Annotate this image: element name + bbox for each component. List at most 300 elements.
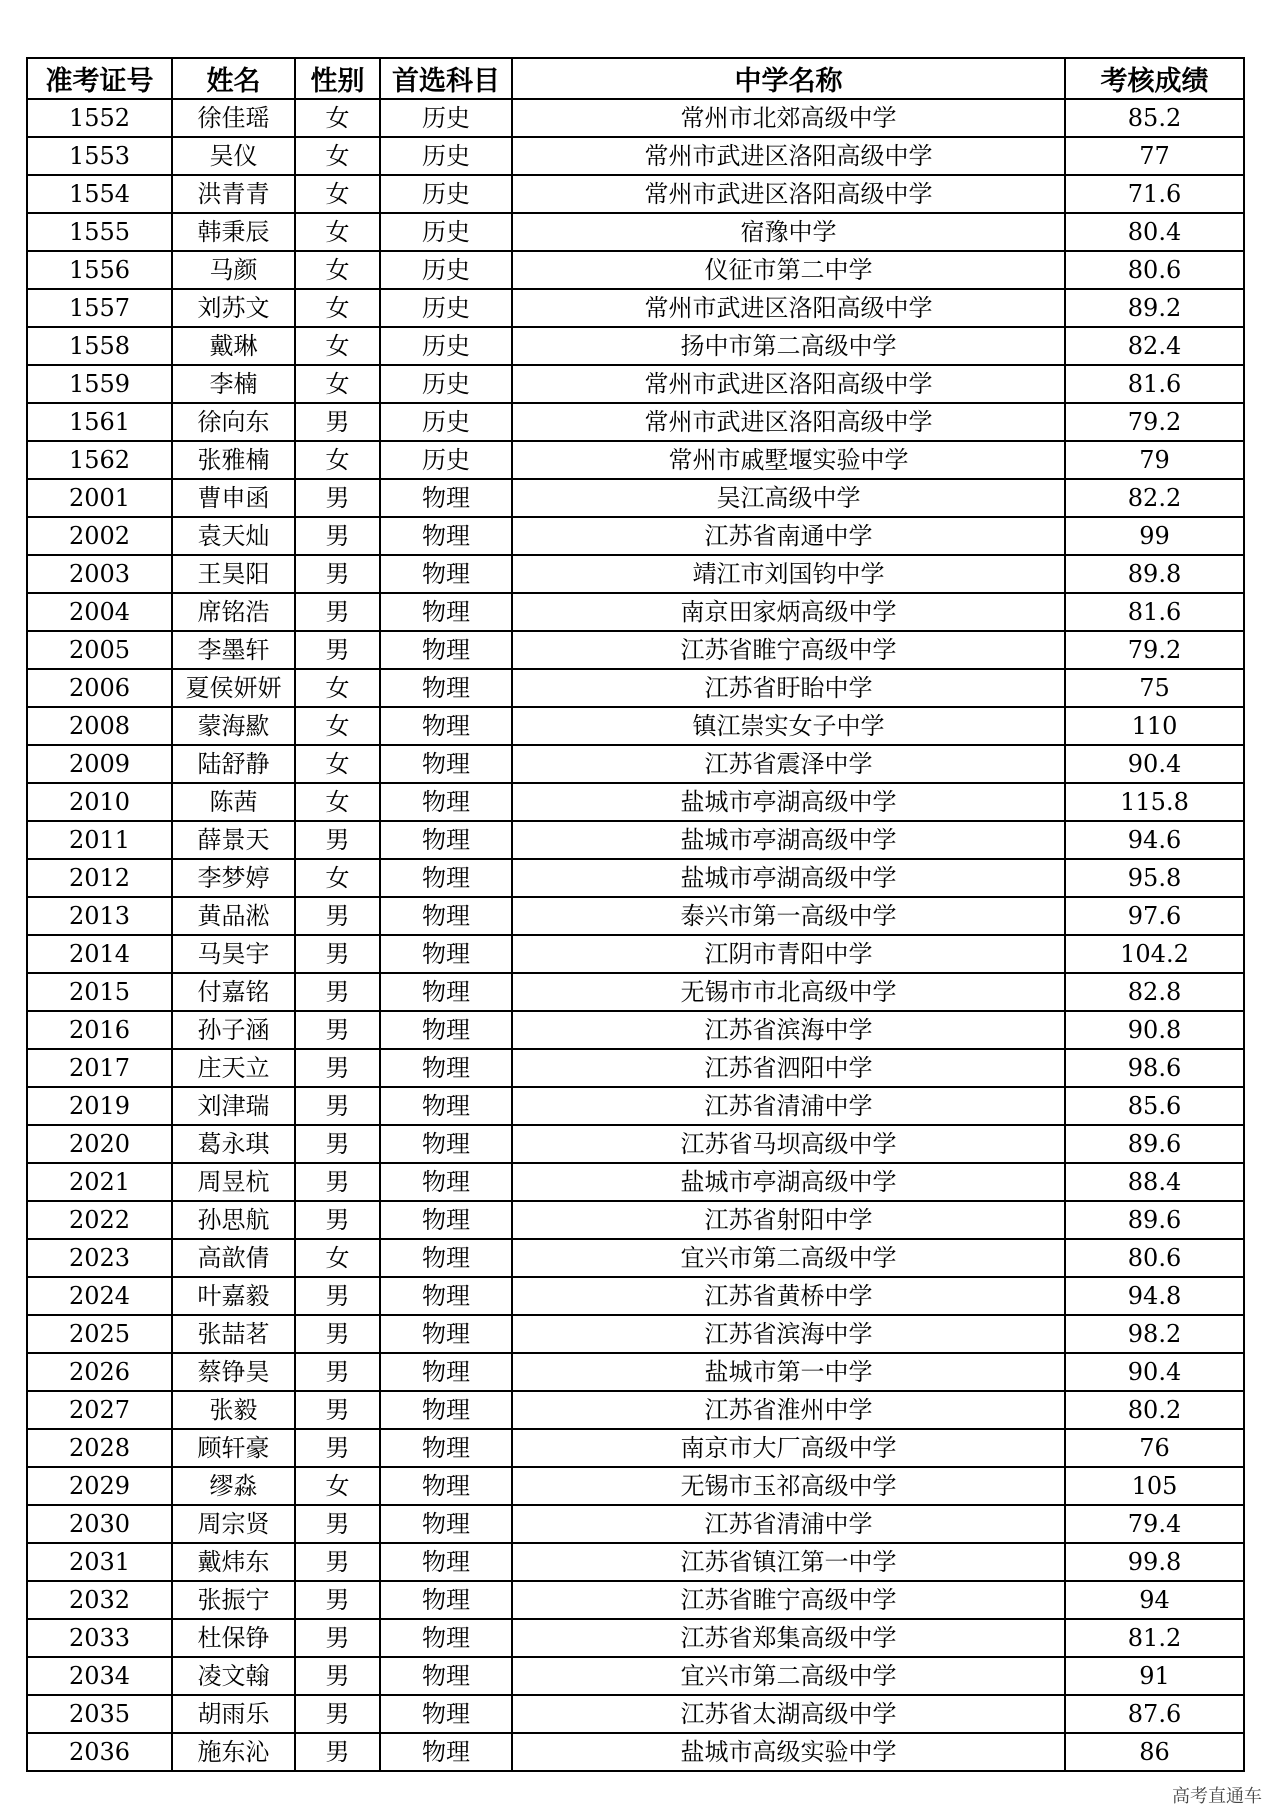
header-subject: 首选科目 (380, 58, 512, 99)
subject-cell: 物理 (380, 1581, 512, 1619)
name-cell: 袁天灿 (172, 517, 295, 555)
exam-id-cell: 2005 (27, 631, 172, 669)
school-cell: 南京田家炳高级中学 (512, 593, 1065, 631)
table-row (27, 821, 1244, 859)
table-row (27, 973, 1244, 1011)
exam-id-cell: 2027 (27, 1391, 172, 1429)
school-cell: 常州市武进区洛阳高级中学 (512, 175, 1065, 213)
name-cell: 张喆茗 (172, 1315, 295, 1353)
score-cell: 88.4 (1065, 1163, 1244, 1201)
school-cell: 江苏省射阳中学 (512, 1201, 1065, 1239)
gender-cell: 男 (295, 631, 380, 669)
score-cell: 94 (1065, 1581, 1244, 1619)
school-cell: 江苏省睢宁高级中学 (512, 1581, 1065, 1619)
score-cell: 77 (1065, 137, 1244, 175)
table-row (27, 1277, 1244, 1315)
gender-cell: 女 (295, 137, 380, 175)
exam-id-cell: 1552 (27, 99, 172, 137)
table-row (27, 1657, 1244, 1695)
gender-cell: 女 (295, 327, 380, 365)
exam-id-cell: 2021 (27, 1163, 172, 1201)
table-row (27, 669, 1244, 707)
table-row (27, 213, 1244, 251)
school-cell: 江苏省太湖高级中学 (512, 1695, 1065, 1733)
gender-cell: 男 (295, 1087, 380, 1125)
gender-cell: 男 (295, 1543, 380, 1581)
subject-cell: 物理 (380, 1733, 512, 1771)
school-cell: 盐城市亭湖高级中学 (512, 783, 1065, 821)
header-school: 中学名称 (512, 58, 1065, 99)
table-row (27, 1733, 1244, 1771)
school-cell: 泰兴市第一高级中学 (512, 897, 1065, 935)
exam-id-cell: 2017 (27, 1049, 172, 1087)
name-cell: 杜保铮 (172, 1619, 295, 1657)
school-cell: 江苏省盱眙中学 (512, 669, 1065, 707)
table-row (27, 1315, 1244, 1353)
score-cell: 90.4 (1065, 745, 1244, 783)
table-row (27, 403, 1244, 441)
exam-id-cell: 1558 (27, 327, 172, 365)
school-cell: 镇江崇实女子中学 (512, 707, 1065, 745)
gender-cell: 女 (295, 745, 380, 783)
gender-cell: 男 (295, 1505, 380, 1543)
table-row (27, 327, 1244, 365)
subject-cell: 物理 (380, 1657, 512, 1695)
gender-cell: 男 (295, 479, 380, 517)
gender-cell: 男 (295, 1581, 380, 1619)
school-cell: 常州市武进区洛阳高级中学 (512, 137, 1065, 175)
table-row (27, 1543, 1244, 1581)
table-row (27, 1163, 1244, 1201)
table-row (27, 631, 1244, 669)
subject-cell: 历史 (380, 403, 512, 441)
score-table (26, 57, 1245, 1772)
name-cell: 顾轩豪 (172, 1429, 295, 1467)
school-cell: 常州市武进区洛阳高级中学 (512, 289, 1065, 327)
school-cell: 常州市北郊高级中学 (512, 99, 1065, 137)
table-row (27, 1125, 1244, 1163)
subject-cell: 物理 (380, 1201, 512, 1239)
exam-id-cell: 2025 (27, 1315, 172, 1353)
name-cell: 席铭浩 (172, 593, 295, 631)
name-cell: 陈茜 (172, 783, 295, 821)
exam-id-cell: 2015 (27, 973, 172, 1011)
subject-cell: 物理 (380, 555, 512, 593)
subject-cell: 物理 (380, 1695, 512, 1733)
school-cell: 南京市大厂高级中学 (512, 1429, 1065, 1467)
table-row (27, 1049, 1244, 1087)
subject-cell: 物理 (380, 1619, 512, 1657)
exam-id-cell: 2033 (27, 1619, 172, 1657)
subject-cell: 物理 (380, 1391, 512, 1429)
exam-id-cell: 2004 (27, 593, 172, 631)
gender-cell: 男 (295, 1163, 380, 1201)
gender-cell: 女 (295, 251, 380, 289)
exam-id-cell: 2032 (27, 1581, 172, 1619)
subject-cell: 物理 (380, 1353, 512, 1391)
name-cell: 薛景天 (172, 821, 295, 859)
score-cell: 85.6 (1065, 1087, 1244, 1125)
table-row (27, 1467, 1244, 1505)
score-cell: 95.8 (1065, 859, 1244, 897)
subject-cell: 物理 (380, 745, 512, 783)
gender-cell: 男 (295, 973, 380, 1011)
name-cell: 周宗贤 (172, 1505, 295, 1543)
table-row (27, 99, 1244, 137)
gender-cell: 男 (295, 1125, 380, 1163)
name-cell: 徐佳瑶 (172, 99, 295, 137)
score-cell: 82.2 (1065, 479, 1244, 517)
name-cell: 周昱杭 (172, 1163, 295, 1201)
score-cell: 104.2 (1065, 935, 1244, 973)
subject-cell: 物理 (380, 1315, 512, 1353)
subject-cell: 物理 (380, 669, 512, 707)
table-row (27, 441, 1244, 479)
name-cell: 凌文翰 (172, 1657, 295, 1695)
table-row (27, 935, 1244, 973)
school-cell: 盐城市亭湖高级中学 (512, 821, 1065, 859)
gender-cell: 男 (295, 821, 380, 859)
name-cell: 吴仪 (172, 137, 295, 175)
name-cell: 韩秉辰 (172, 213, 295, 251)
gender-cell: 男 (295, 1315, 380, 1353)
score-cell: 90.4 (1065, 1353, 1244, 1391)
gender-cell: 男 (295, 593, 380, 631)
table-row (27, 1391, 1244, 1429)
name-cell: 蒙海歞 (172, 707, 295, 745)
table-row (27, 783, 1244, 821)
score-cell: 81.6 (1065, 365, 1244, 403)
name-cell: 蔡铮昊 (172, 1353, 295, 1391)
name-cell: 王昊阳 (172, 555, 295, 593)
exam-id-cell: 2011 (27, 821, 172, 859)
score-cell: 110 (1065, 707, 1244, 745)
gender-cell: 女 (295, 441, 380, 479)
name-cell: 葛永琪 (172, 1125, 295, 1163)
school-cell: 仪征市第二中学 (512, 251, 1065, 289)
subject-cell: 历史 (380, 365, 512, 403)
score-cell: 89.8 (1065, 555, 1244, 593)
table-row (27, 1087, 1244, 1125)
score-cell: 89.6 (1065, 1201, 1244, 1239)
subject-cell: 历史 (380, 441, 512, 479)
name-cell: 曹申函 (172, 479, 295, 517)
school-cell: 靖江市刘国钧中学 (512, 555, 1065, 593)
subject-cell: 物理 (380, 1467, 512, 1505)
gender-cell: 女 (295, 1239, 380, 1277)
subject-cell: 物理 (380, 859, 512, 897)
exam-id-cell: 2006 (27, 669, 172, 707)
name-cell: 洪青青 (172, 175, 295, 213)
school-cell: 江苏省震泽中学 (512, 745, 1065, 783)
subject-cell: 历史 (380, 327, 512, 365)
exam-id-cell: 2001 (27, 479, 172, 517)
header-score: 考核成绩 (1065, 58, 1244, 99)
school-cell: 江苏省南通中学 (512, 517, 1065, 555)
subject-cell: 历史 (380, 137, 512, 175)
gender-cell: 女 (295, 669, 380, 707)
table-row (27, 1505, 1244, 1543)
score-cell: 79.4 (1065, 1505, 1244, 1543)
gender-cell: 女 (295, 783, 380, 821)
name-cell: 孙思航 (172, 1201, 295, 1239)
gender-cell: 女 (295, 1467, 380, 1505)
exam-id-cell: 2009 (27, 745, 172, 783)
exam-id-cell: 1561 (27, 403, 172, 441)
subject-cell: 物理 (380, 973, 512, 1011)
school-cell: 江苏省清浦中学 (512, 1087, 1065, 1125)
score-cell: 94.8 (1065, 1277, 1244, 1315)
exam-id-cell: 1555 (27, 213, 172, 251)
table-row (27, 365, 1244, 403)
table-row (27, 517, 1244, 555)
score-cell: 89.2 (1065, 289, 1244, 327)
school-cell: 江苏省清浦中学 (512, 1505, 1065, 1543)
name-cell: 叶嘉毅 (172, 1277, 295, 1315)
gender-cell: 男 (295, 1391, 380, 1429)
gender-cell: 女 (295, 707, 380, 745)
subject-cell: 物理 (380, 1163, 512, 1201)
name-cell: 孙子涵 (172, 1011, 295, 1049)
subject-cell: 物理 (380, 1011, 512, 1049)
score-cell: 97.6 (1065, 897, 1244, 935)
school-cell: 江苏省泗阳中学 (512, 1049, 1065, 1087)
school-cell: 盐城市亭湖高级中学 (512, 1163, 1065, 1201)
gender-cell: 男 (295, 1429, 380, 1467)
subject-cell: 物理 (380, 1429, 512, 1467)
gender-cell: 男 (295, 897, 380, 935)
name-cell: 李楠 (172, 365, 295, 403)
table-row (27, 593, 1244, 631)
name-cell: 李梦婷 (172, 859, 295, 897)
table-row (27, 251, 1244, 289)
name-cell: 黄品淞 (172, 897, 295, 935)
name-cell: 马昊宇 (172, 935, 295, 973)
exam-id-cell: 2010 (27, 783, 172, 821)
score-cell: 80.6 (1065, 251, 1244, 289)
table-row (27, 1201, 1244, 1239)
gender-cell: 女 (295, 859, 380, 897)
exam-id-cell: 1562 (27, 441, 172, 479)
watermark: 高考直通车 (1172, 1786, 1262, 1807)
exam-id-cell: 2023 (27, 1239, 172, 1277)
score-cell: 76 (1065, 1429, 1244, 1467)
name-cell: 付嘉铭 (172, 973, 295, 1011)
subject-cell: 物理 (380, 631, 512, 669)
gender-cell: 男 (295, 1695, 380, 1733)
school-cell: 无锡市市北高级中学 (512, 973, 1065, 1011)
school-cell: 江苏省郑集高级中学 (512, 1619, 1065, 1657)
school-cell: 江阴市青阳中学 (512, 935, 1065, 973)
score-cell: 75 (1065, 669, 1244, 707)
name-cell: 高歆倩 (172, 1239, 295, 1277)
school-cell: 江苏省淮州中学 (512, 1391, 1065, 1429)
name-cell: 李墨轩 (172, 631, 295, 669)
subject-cell: 物理 (380, 935, 512, 973)
table-row (27, 859, 1244, 897)
table-row (27, 555, 1244, 593)
school-cell: 江苏省睢宁高级中学 (512, 631, 1065, 669)
gender-cell: 男 (295, 555, 380, 593)
subject-cell: 物理 (380, 783, 512, 821)
exam-id-cell: 2019 (27, 1087, 172, 1125)
school-cell: 江苏省滨海中学 (512, 1011, 1065, 1049)
gender-cell: 男 (295, 1201, 380, 1239)
gender-cell: 男 (295, 1277, 380, 1315)
gender-cell: 男 (295, 1049, 380, 1087)
table-row (27, 479, 1244, 517)
gender-cell: 男 (295, 1733, 380, 1771)
subject-cell: 物理 (380, 1543, 512, 1581)
score-cell: 85.2 (1065, 99, 1244, 137)
score-cell: 80.6 (1065, 1239, 1244, 1277)
score-cell: 86 (1065, 1733, 1244, 1771)
subject-cell: 物理 (380, 1049, 512, 1087)
score-cell: 82.8 (1065, 973, 1244, 1011)
school-cell: 江苏省马坝高级中学 (512, 1125, 1065, 1163)
table-row (27, 1429, 1244, 1467)
school-cell: 扬中市第二高级中学 (512, 327, 1065, 365)
school-cell: 江苏省镇江第一中学 (512, 1543, 1065, 1581)
table-row (27, 1619, 1244, 1657)
exam-id-cell: 2022 (27, 1201, 172, 1239)
table-row (27, 707, 1244, 745)
score-cell: 115.8 (1065, 783, 1244, 821)
exam-id-cell: 2036 (27, 1733, 172, 1771)
name-cell: 张雅楠 (172, 441, 295, 479)
gender-cell: 男 (295, 935, 380, 973)
gender-cell: 女 (295, 99, 380, 137)
exam-id-cell: 2034 (27, 1657, 172, 1695)
gender-cell: 女 (295, 175, 380, 213)
table-row (27, 175, 1244, 213)
table-row (27, 1695, 1244, 1733)
name-cell: 徐向东 (172, 403, 295, 441)
name-cell: 夏侯妍妍 (172, 669, 295, 707)
exam-id-cell: 2030 (27, 1505, 172, 1543)
name-cell: 刘苏文 (172, 289, 295, 327)
name-cell: 陆舒静 (172, 745, 295, 783)
table-row (27, 745, 1244, 783)
school-cell: 江苏省滨海中学 (512, 1315, 1065, 1353)
name-cell: 刘津瑞 (172, 1087, 295, 1125)
exam-id-cell: 2012 (27, 859, 172, 897)
gender-cell: 男 (295, 517, 380, 555)
exam-id-cell: 2031 (27, 1543, 172, 1581)
table-row (27, 1353, 1244, 1391)
subject-cell: 历史 (380, 251, 512, 289)
gender-cell: 男 (295, 1657, 380, 1695)
score-cell: 99.8 (1065, 1543, 1244, 1581)
gender-cell: 男 (295, 1353, 380, 1391)
subject-cell: 物理 (380, 1125, 512, 1163)
score-cell: 81.2 (1065, 1619, 1244, 1657)
gender-cell: 男 (295, 1011, 380, 1049)
subject-cell: 物理 (380, 707, 512, 745)
name-cell: 戴琳 (172, 327, 295, 365)
score-cell: 87.6 (1065, 1695, 1244, 1733)
subject-cell: 物理 (380, 1277, 512, 1315)
gender-cell: 女 (295, 213, 380, 251)
score-cell: 82.4 (1065, 327, 1244, 365)
score-cell: 79.2 (1065, 403, 1244, 441)
exam-id-cell: 1556 (27, 251, 172, 289)
name-cell: 马颜 (172, 251, 295, 289)
name-cell: 胡雨乐 (172, 1695, 295, 1733)
subject-cell: 物理 (380, 479, 512, 517)
subject-cell: 历史 (380, 175, 512, 213)
name-cell: 缪淼 (172, 1467, 295, 1505)
school-cell: 盐城市亭湖高级中学 (512, 859, 1065, 897)
score-cell: 90.8 (1065, 1011, 1244, 1049)
school-cell: 常州市戚墅堰实验中学 (512, 441, 1065, 479)
exam-id-cell: 2008 (27, 707, 172, 745)
exam-id-cell: 2028 (27, 1429, 172, 1467)
table-body (27, 99, 1244, 1771)
score-cell: 79 (1065, 441, 1244, 479)
header-exam-id: 准考证号 (27, 58, 172, 99)
score-cell: 71.6 (1065, 175, 1244, 213)
subject-cell: 历史 (380, 99, 512, 137)
score-cell: 81.6 (1065, 593, 1244, 631)
score-cell: 98.2 (1065, 1315, 1244, 1353)
subject-cell: 历史 (380, 213, 512, 251)
score-cell: 80.2 (1065, 1391, 1244, 1429)
gender-cell: 女 (295, 289, 380, 327)
subject-cell: 物理 (380, 517, 512, 555)
table-row (27, 1581, 1244, 1619)
school-cell: 盐城市高级实验中学 (512, 1733, 1065, 1771)
school-cell: 常州市武进区洛阳高级中学 (512, 403, 1065, 441)
subject-cell: 物理 (380, 1239, 512, 1277)
name-cell: 施东沁 (172, 1733, 295, 1771)
exam-id-cell: 1554 (27, 175, 172, 213)
header-gender: 性别 (295, 58, 380, 99)
exam-id-cell: 2029 (27, 1467, 172, 1505)
table-row (27, 1239, 1244, 1277)
exam-id-cell: 1559 (27, 365, 172, 403)
subject-cell: 物理 (380, 1087, 512, 1125)
score-cell: 91 (1065, 1657, 1244, 1695)
subject-cell: 物理 (380, 1505, 512, 1543)
school-cell: 盐城市第一中学 (512, 1353, 1065, 1391)
school-cell: 宜兴市第二高级中学 (512, 1657, 1065, 1695)
exam-id-cell: 1557 (27, 289, 172, 327)
name-cell: 张毅 (172, 1391, 295, 1429)
score-cell: 89.6 (1065, 1125, 1244, 1163)
score-cell: 80.4 (1065, 213, 1244, 251)
exam-id-cell: 2020 (27, 1125, 172, 1163)
score-cell: 99 (1065, 517, 1244, 555)
table-row (27, 897, 1244, 935)
exam-id-cell: 2002 (27, 517, 172, 555)
subject-cell: 历史 (380, 289, 512, 327)
table-row (27, 137, 1244, 175)
name-cell: 庄天立 (172, 1049, 295, 1087)
gender-cell: 男 (295, 1619, 380, 1657)
gender-cell: 男 (295, 403, 380, 441)
exam-id-cell: 2013 (27, 897, 172, 935)
table-row (27, 1011, 1244, 1049)
score-cell: 98.6 (1065, 1049, 1244, 1087)
school-cell: 江苏省黄桥中学 (512, 1277, 1065, 1315)
name-cell: 戴炜东 (172, 1543, 295, 1581)
exam-id-cell: 1553 (27, 137, 172, 175)
subject-cell: 物理 (380, 593, 512, 631)
name-cell: 张振宁 (172, 1581, 295, 1619)
exam-id-cell: 2026 (27, 1353, 172, 1391)
header-row (27, 58, 1244, 99)
